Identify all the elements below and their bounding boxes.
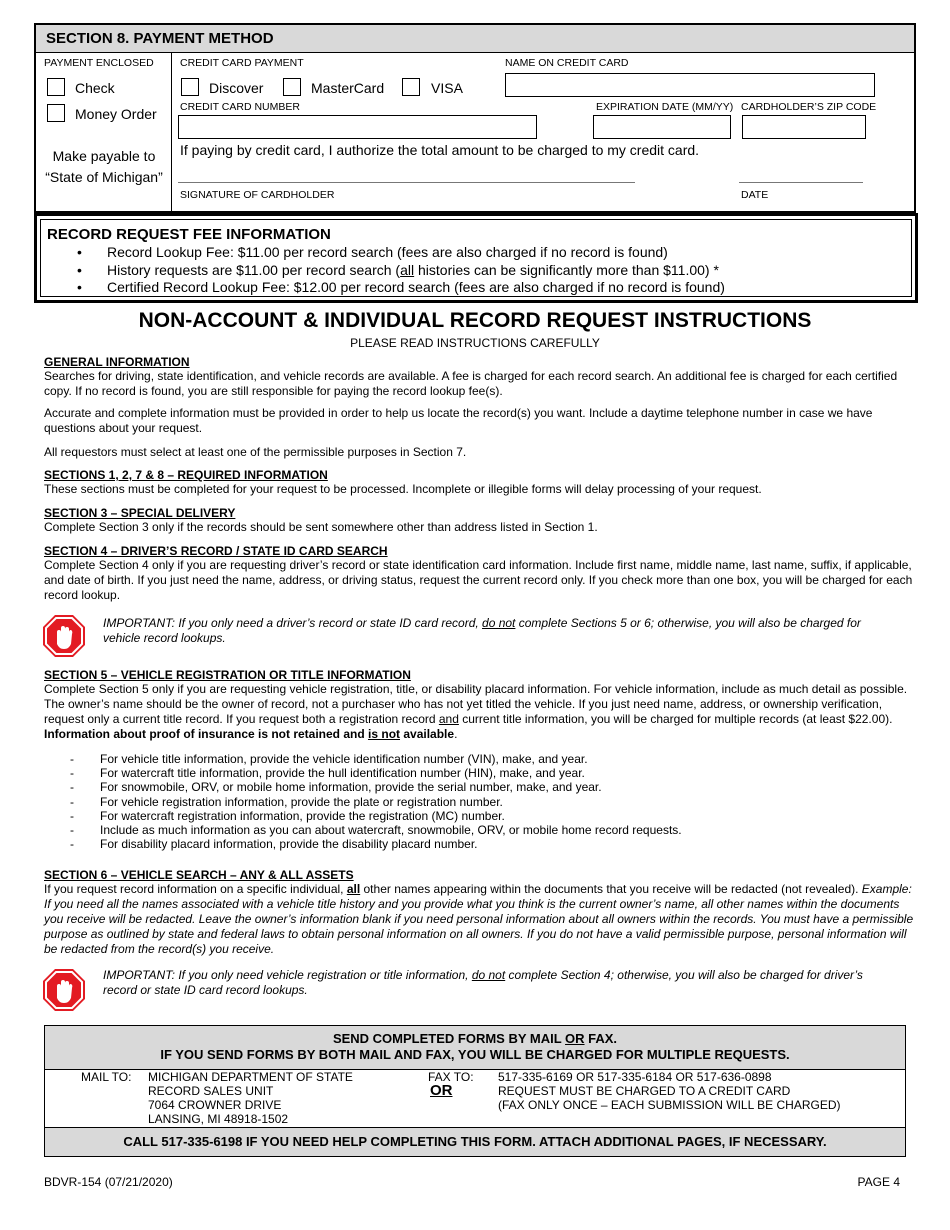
name-on-card-field[interactable] bbox=[505, 73, 875, 97]
important-2-do-not: do not bbox=[471, 968, 506, 982]
payment-enclosed-column bbox=[36, 53, 172, 211]
fees-title: RECORD REQUEST FEE INFORMATION bbox=[47, 226, 331, 243]
mail-line: MICHIGAN DEPARTMENT OF STATE bbox=[148, 1070, 353, 1084]
send-header bbox=[45, 1026, 905, 1070]
important-1-b: complete Sections 5 or 6; otherwise, you will also be charged for vehicle record lookups. bbox=[103, 616, 861, 645]
send-line-1-or: OR bbox=[565, 1031, 585, 1046]
important-2-a: IMPORTANT: If you only need vehicle registration or title information, bbox=[103, 968, 472, 982]
mail-line: RECORD SALES UNIT bbox=[148, 1084, 274, 1098]
important-note-2 bbox=[103, 968, 883, 998]
make-payable-line-1: Make payable to bbox=[52, 148, 156, 164]
fee-item-2-a: History requests are $11.00 per record search ( bbox=[107, 261, 401, 278]
record-request-fee-box bbox=[34, 213, 918, 303]
section-3-p: Complete Section 3 only if the records should be sent somewhere other than address listed in Section 1. bbox=[44, 520, 598, 534]
list-item: - For vehicle registration information, provide the plate or registration number. bbox=[70, 795, 682, 809]
s5-a: Complete Section 5 only if you are requesting vehicle registration, title, or disability placard information. For vehicle information, include as much detail as possible. The owner’s name should be the owner of record, not a purchaser who has not yet titled the vehicle. If you just need name, address, or ownership verification, request only a current title record. If you request both a registration record bbox=[44, 682, 908, 726]
s5-and: and bbox=[438, 712, 459, 726]
date-line[interactable] bbox=[739, 182, 863, 183]
discover-checkbox[interactable] bbox=[181, 78, 199, 96]
instructions-subtitle: PLEASE READ INSTRUCTIONS CAREFULLY bbox=[350, 336, 600, 350]
section-8-title: SECTION 8. PAYMENT METHOD bbox=[36, 25, 914, 53]
s5-bold1: Information about proof of insurance is not retained and bbox=[44, 727, 369, 741]
fee-list bbox=[77, 244, 725, 297]
card-number-field[interactable] bbox=[178, 115, 537, 139]
expiration-field[interactable] bbox=[593, 115, 731, 139]
list-item: - For watercraft title information, provide the hull identification number (HIN), make, and year. bbox=[70, 766, 682, 780]
important-1-do-not: do not bbox=[482, 616, 516, 630]
fee-box-inner bbox=[40, 219, 912, 297]
section-5-list bbox=[70, 752, 682, 851]
general-info-p1: Searches for driving, state identification, and vehicle records are available. A fee is charged for each record search. An additional fee is charged for each certified copy. If no record is found, you are still responsible for paying the record lookup fee(s). bbox=[44, 369, 898, 398]
send-line-1-b: FAX. bbox=[584, 1031, 618, 1046]
fee-item-2-all: all bbox=[400, 261, 415, 278]
make-payable-line-2: “State of Michigan” bbox=[45, 169, 163, 185]
fax-line: 517-335-6169 OR 517-335-6184 OR 517-636-0898 bbox=[498, 1070, 772, 1084]
zip-field[interactable] bbox=[742, 115, 866, 139]
required-info-heading: SECTIONS 1, 2, 7 & 8 – REQUIRED INFORMATION bbox=[44, 468, 328, 482]
section-4-heading: SECTION 4 – DRIVER’S RECORD / STATE ID CARD SEARCH bbox=[44, 544, 388, 558]
general-info-p3: All requestors must select at least one of the permissible purposes in Section 7. bbox=[44, 445, 467, 459]
credit-card-payment-label: CREDIT CARD PAYMENT bbox=[180, 57, 304, 69]
visa-checkbox[interactable] bbox=[402, 78, 420, 96]
card-number-label: CREDIT CARD NUMBER bbox=[180, 101, 300, 113]
mail-line: 7064 CROWNER DRIVE bbox=[148, 1098, 282, 1112]
s6-b: other names appearing within the documents that you receive will be redacted (not revealed). bbox=[360, 882, 862, 896]
section-3-heading: SECTION 3 – SPECIAL DELIVERY bbox=[44, 506, 236, 520]
send-forms-box bbox=[44, 1025, 906, 1157]
mail-line: LANSING, MI 48918-1502 bbox=[148, 1112, 289, 1126]
s5-bold2: available bbox=[400, 727, 455, 741]
important-1-a: IMPORTANT: If you only need a driver’s record or state ID card record, bbox=[103, 616, 483, 630]
section-5-heading: SECTION 5 – VEHICLE REGISTRATION OR TITLE INFORMATION bbox=[44, 668, 411, 682]
fax-line: REQUEST MUST BE CHARGED TO A CREDIT CARD bbox=[498, 1084, 791, 1098]
money-order-label: Money Order bbox=[75, 106, 157, 122]
check-label: Check bbox=[75, 80, 115, 96]
visa-label: VISA bbox=[431, 80, 463, 96]
stop-hand-icon bbox=[42, 968, 86, 1012]
send-line-2: IF YOU SEND FORMS BY BOTH MAIL AND FAX, YOU WILL BE CHARGED FOR MULTIPLE REQUESTS. bbox=[160, 1047, 790, 1062]
mastercard-label: MasterCard bbox=[311, 80, 385, 96]
required-info-p: These sections must be completed for your request to be processed. Incomplete or illegible forms will delay processing of your request. bbox=[44, 482, 762, 496]
name-on-card-label: NAME ON CREDIT CARD bbox=[505, 57, 629, 69]
section-4-p: Complete Section 4 only if you are requesting driver’s record or state identification card information. Include first name, middle name, last name, suffix, if applicable, and date of birth. If you just need the name, address, or driving status, request the current record only. If you check more than one box, you will be charged for each record lookup. bbox=[44, 558, 913, 602]
signature-line[interactable] bbox=[178, 182, 635, 183]
s6-all: all bbox=[346, 882, 361, 896]
date-label: DATE bbox=[741, 189, 769, 201]
money-order-checkbox[interactable] bbox=[47, 104, 65, 122]
mail-to-label: MAIL TO: bbox=[81, 1070, 132, 1084]
list-item: - For disability placard information, provide the disability placard number. bbox=[70, 837, 682, 851]
important-2-b: complete Section 4; otherwise, you will also be charged for driver’s record or state ID card record lookups. bbox=[103, 968, 863, 997]
call-help-line: CALL 517-335-6198 IF YOU NEED HELP COMPLETING THIS FORM. ATTACH ADDITIONAL PAGES, IF NECESSARY. bbox=[45, 1127, 905, 1156]
fee-item-3: • Certified Record Lookup Fee: $12.00 per record search (fees are also charged if no record is found) bbox=[77, 279, 725, 297]
or-separator: OR bbox=[430, 1082, 453, 1099]
payment-enclosed-label: PAYMENT ENCLOSED bbox=[44, 57, 154, 69]
send-line-1 bbox=[45, 1031, 905, 1047]
check-checkbox[interactable] bbox=[47, 78, 65, 96]
stop-hand-icon bbox=[42, 614, 86, 658]
fax-line: (FAX ONLY ONCE – EACH SUBMISSION WILL BE CHARGED) bbox=[498, 1098, 841, 1112]
fax-info bbox=[498, 1070, 841, 1112]
instructions-title: NON-ACCOUNT & INDIVIDUAL RECORD REQUEST INSTRUCTIONS bbox=[138, 309, 812, 332]
form-id: BDVR-154 (07/21/2020) bbox=[44, 1175, 173, 1189]
s5-is-not: is not bbox=[368, 727, 401, 741]
s6-example: Example: If you need all the names associated with a vehicle title history and you provide what you think is the current owner’s name, all other names within the documents you receive will be redacted. Leave the owner’s information blank if you need personal information about all owners within the records. You must have a permissible purpose as outlined by state and federal laws to obtain personal information on all owners. If you do not have a valid permissible purpose, personal information will be redacted from the record(s) you receive. bbox=[44, 882, 914, 956]
s6-a: If you request record information on a specific individual, bbox=[44, 882, 347, 896]
general-info-heading: GENERAL INFORMATION bbox=[44, 355, 190, 369]
list-item: - For watercraft registration information, provide the registration (MC) number. bbox=[70, 809, 682, 823]
important-note-1 bbox=[103, 616, 883, 646]
list-item: - For vehicle title information, provide the vehicle identification number (VIN), make, and year. bbox=[70, 752, 682, 766]
section-8-payment-method bbox=[34, 23, 916, 213]
s5-end: . bbox=[454, 727, 458, 741]
mastercard-checkbox[interactable] bbox=[283, 78, 301, 96]
zip-label: CARDHOLDER’S ZIP CODE bbox=[741, 101, 877, 113]
expiration-label: EXPIRATION DATE (MM/YY) bbox=[596, 101, 734, 113]
s5-b: current title information, you will be charged for multiple records (at least $22.00). bbox=[458, 712, 893, 726]
fee-item-2-b: histories can be significantly more than $11.00) * bbox=[414, 261, 719, 278]
discover-label: Discover bbox=[209, 80, 264, 96]
section-5-p bbox=[44, 682, 914, 742]
page-number: PAGE 4 bbox=[857, 1175, 900, 1189]
list-item: - Include as much information as you can about watercraft, snowmobile, ORV, or mobile home record requests. bbox=[70, 823, 682, 837]
fax-to-label: FAX TO: bbox=[428, 1070, 474, 1084]
authorization-text: If paying by credit card, I authorize the total amount to be charged to my credit card. bbox=[180, 142, 700, 158]
section-6-heading: SECTION 6 – VEHICLE SEARCH – ANY & ALL ASSETS bbox=[44, 868, 354, 882]
general-info-p2: Accurate and complete information must be provided in order to help us locate the record(s) you want. Include a daytime telephone number in case we have questions about your request. bbox=[44, 406, 873, 435]
list-item: - For snowmobile, ORV, or mobile home information, provide the serial number, make, and year. bbox=[70, 780, 682, 794]
send-line-1-a: SEND COMPLETED FORMS BY MAIL bbox=[332, 1031, 566, 1046]
signature-label: SIGNATURE OF CARDHOLDER bbox=[180, 189, 335, 201]
mail-address bbox=[148, 1070, 353, 1126]
fee-item-2 bbox=[77, 262, 725, 280]
section-6-p bbox=[44, 882, 914, 957]
fee-item-1: • Record Lookup Fee: $11.00 per record search (fees are also charged if no record is found) bbox=[77, 244, 725, 262]
